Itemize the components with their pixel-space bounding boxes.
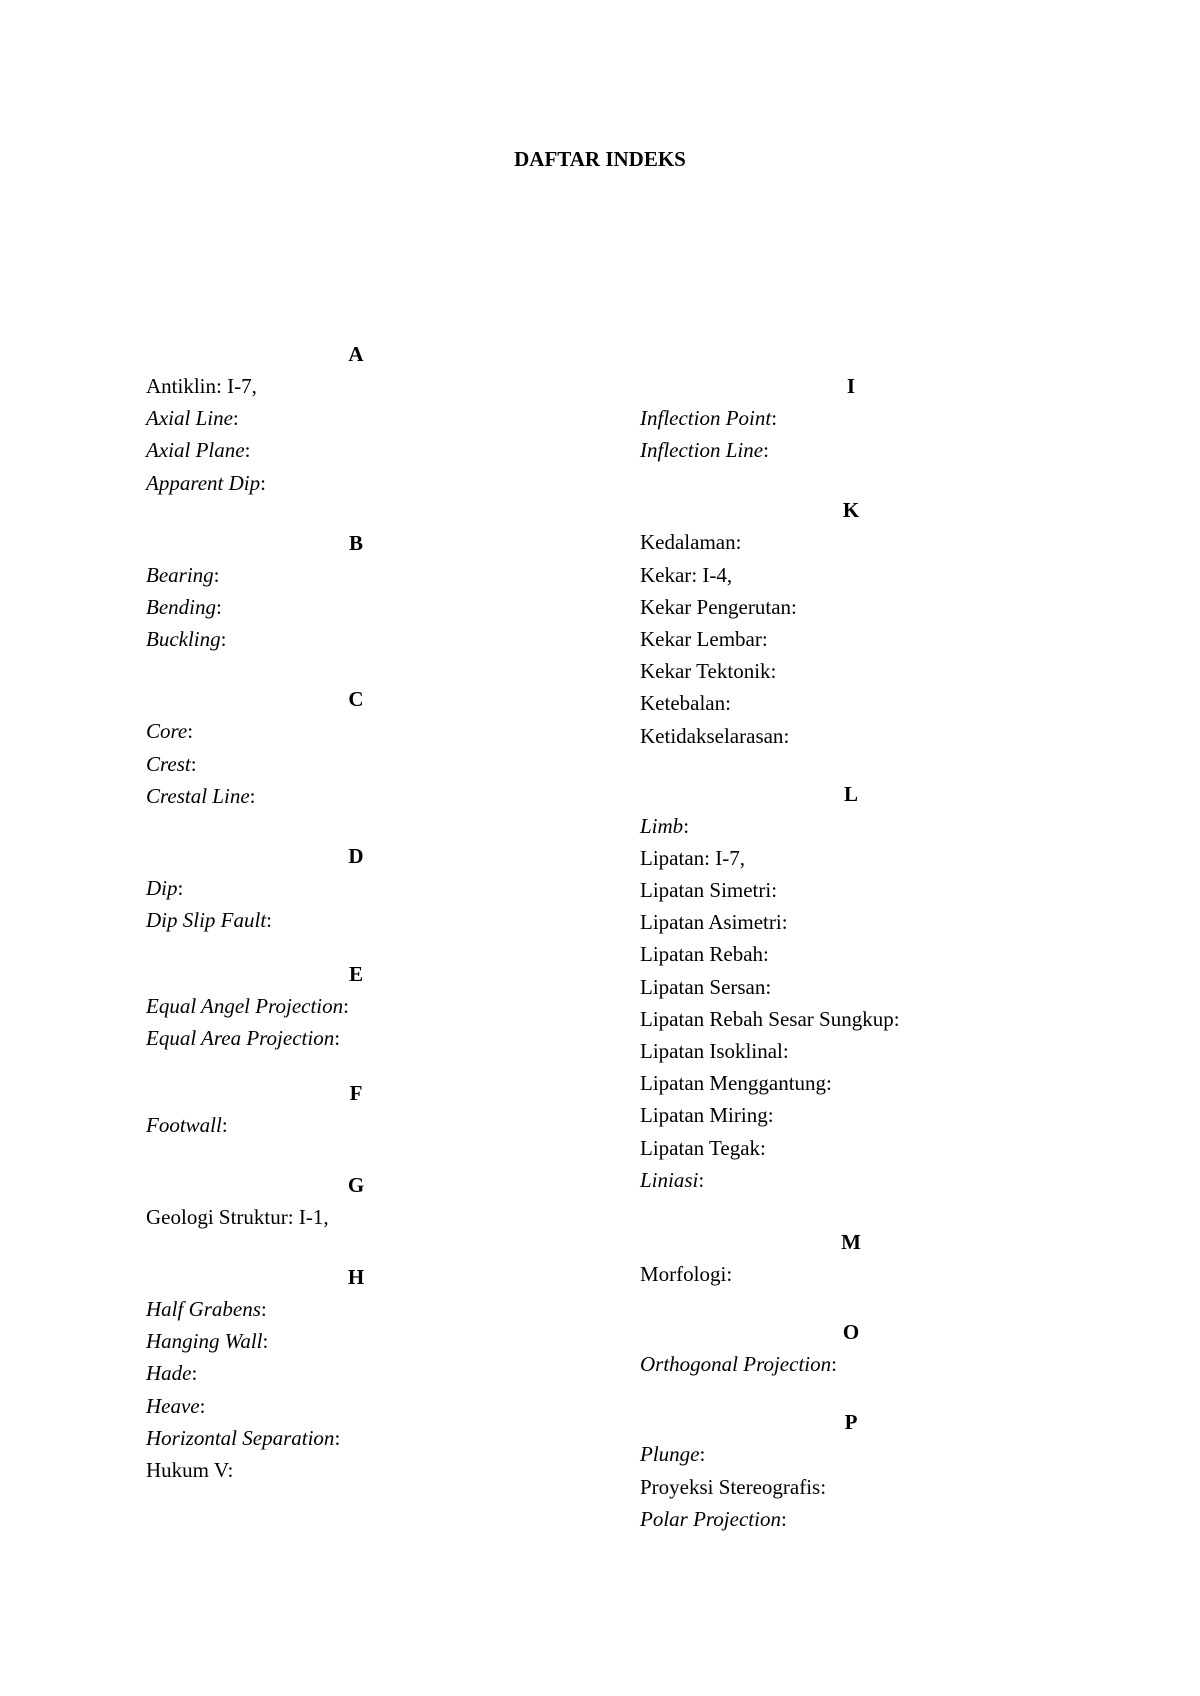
index-term: Lipatan Rebah Sesar Sungkup	[640, 1006, 894, 1031]
index-entry	[146, 467, 566, 499]
index-term: Lipatan Simetri	[640, 878, 772, 903]
index-entry	[640, 526, 1140, 558]
index-term: Hukum V	[146, 1457, 228, 1482]
index-entry	[146, 1293, 566, 1325]
index-page-ref: :	[220, 627, 227, 652]
index-entry	[640, 810, 1140, 842]
index-entry	[146, 434, 566, 466]
index-page-ref: :	[190, 751, 197, 776]
index-term: Kekar Tektonik	[640, 659, 771, 684]
index-page-ref: :	[771, 878, 778, 903]
index-page-ref: : I-4,	[691, 562, 733, 587]
index-entry	[640, 938, 1140, 970]
index-page-ref: :	[820, 1474, 827, 1499]
section-letter: I	[846, 374, 856, 398]
index-page-ref: :	[771, 406, 778, 430]
index-section-p	[640, 1406, 1140, 1535]
index-section-m	[640, 1226, 1140, 1290]
section-letter: P	[844, 1410, 858, 1435]
index-page-ref: :	[266, 908, 273, 933]
index-page-ref: :	[683, 813, 690, 838]
index-page-ref: :	[262, 1329, 269, 1354]
section-letter: L	[843, 781, 858, 806]
index-term: Crest	[146, 751, 191, 776]
index-page-ref: :	[199, 1393, 206, 1418]
index-page-ref: :	[213, 562, 220, 587]
index-section-e	[146, 958, 566, 1054]
index-entry	[640, 842, 1140, 874]
index-column-right	[640, 370, 1140, 1535]
index-page-ref: :	[221, 1112, 228, 1137]
index-section-b	[146, 527, 566, 656]
index-page-ref: :	[725, 691, 731, 716]
index-entry	[640, 1258, 1140, 1290]
index-entry	[146, 715, 566, 747]
index-entry	[640, 402, 1140, 434]
index-term: Axial Line	[146, 406, 233, 431]
index-page-ref: :	[260, 470, 266, 495]
index-term: Lipatan Asimetri	[640, 910, 782, 935]
index-page-ref: :	[782, 1039, 789, 1063]
index-term: Hade	[146, 1361, 192, 1386]
index-entry	[146, 370, 566, 402]
index-page-ref: :	[760, 1135, 766, 1160]
index-term: Geologi Struktur	[146, 1204, 288, 1229]
index-term: Equal Angel Projection	[146, 994, 344, 1019]
index-entry	[640, 906, 1140, 938]
index-page-ref: :	[227, 1457, 234, 1482]
index-entry	[146, 402, 566, 434]
index-entry	[640, 591, 1140, 623]
index-entry	[640, 971, 1140, 1003]
index-page-ref: : I-1,	[287, 1204, 329, 1229]
index-term: Antiklin	[146, 374, 217, 398]
index-entry	[640, 1164, 1140, 1196]
index-term: Ketidakselarasan	[640, 723, 784, 748]
index-entry	[146, 872, 566, 904]
index-term: Buckling	[146, 627, 221, 652]
index-term: Lipatan Tegak	[640, 1135, 761, 1160]
index-term: Dip Slip Fault	[146, 908, 267, 933]
index-term: Apparent Dip	[146, 470, 261, 495]
index-term: Lipatan Rebah	[640, 942, 764, 967]
index-term: Kekar	[640, 562, 692, 587]
index-page-ref: :	[191, 1361, 198, 1386]
section-letter: K	[842, 498, 860, 523]
index-term: Polar Projection	[640, 1506, 781, 1531]
index-term: Axial Plane	[146, 438, 245, 463]
index-entry	[146, 1022, 566, 1054]
index-page-ref: :	[765, 974, 772, 999]
section-letter: G	[347, 1172, 365, 1197]
index-term: Ketebalan	[640, 691, 726, 716]
index-page-ref: :	[767, 1103, 774, 1128]
index-entry	[640, 1003, 1140, 1035]
index-page-ref: :	[826, 1071, 832, 1096]
index-term: Kekar Pengerutan	[640, 594, 792, 619]
index-term: Inflection Line	[640, 438, 764, 463]
index-term: Bearing	[146, 562, 214, 587]
index-section-a	[146, 338, 566, 499]
index-entry	[640, 1067, 1140, 1099]
index-entry	[146, 1454, 566, 1486]
index-term: Plunge	[640, 1442, 700, 1467]
index-entry	[640, 655, 1140, 687]
index-entry	[146, 904, 566, 936]
index-term: Kedalaman	[640, 530, 736, 555]
index-entry	[640, 687, 1140, 719]
index-term: Bending	[146, 594, 216, 619]
index-page-ref: :	[249, 783, 256, 808]
index-entry	[146, 780, 566, 812]
index-entry	[146, 1201, 566, 1233]
index-entry	[640, 1348, 1140, 1380]
index-section-i	[640, 370, 1140, 466]
index-page-ref: :	[780, 1506, 787, 1531]
index-entry	[640, 1035, 1140, 1067]
index-term: Lipatan	[640, 845, 705, 870]
index-page-ref: :	[763, 438, 769, 463]
index-page-ref: : I-7,	[704, 845, 745, 870]
index-term: Lipatan Miring	[640, 1103, 768, 1128]
page-title: DAFTAR INDEKS	[514, 147, 686, 171]
index-term: Horizontal Separation	[146, 1425, 335, 1450]
section-letter: D	[348, 843, 364, 868]
index-entry	[640, 434, 1140, 466]
index-entry	[146, 591, 566, 623]
index-entry	[640, 1099, 1140, 1131]
index-page-ref: :	[831, 1352, 837, 1377]
index-page-ref: :	[763, 942, 769, 967]
index-entry	[146, 559, 566, 591]
index-term: Proyeksi Stereografis	[640, 1474, 821, 1499]
index-page-ref: :	[232, 406, 239, 431]
index-section-c	[146, 683, 566, 812]
index-entry	[146, 1357, 566, 1389]
section-letter: F	[349, 1080, 363, 1105]
index-term: Core	[146, 719, 188, 744]
index-page-ref: :	[699, 1442, 706, 1467]
index-page-ref: :	[187, 719, 194, 744]
index-page-ref: :	[177, 875, 184, 900]
index-entry	[146, 623, 566, 655]
index-page-ref: :	[783, 723, 790, 748]
index-entry	[640, 1471, 1140, 1503]
index-term: Hanging Wall	[146, 1329, 263, 1354]
index-entry	[640, 874, 1140, 906]
index-term: Dip	[146, 875, 178, 900]
section-letter: H	[347, 1265, 365, 1289]
section-letter: O	[842, 1320, 860, 1345]
index-page-ref: :	[791, 594, 797, 619]
index-term: Half Grabens	[146, 1297, 261, 1321]
index-term: Footwall	[146, 1112, 222, 1137]
index-page-ref: :	[726, 1261, 733, 1286]
index-term: Inflection Point	[640, 406, 772, 430]
index-entry	[146, 1325, 566, 1357]
index-page-ref: :	[334, 1026, 341, 1051]
index-section-g	[146, 1169, 566, 1233]
index-column-left	[146, 338, 566, 1486]
index-section-k	[640, 494, 1140, 751]
index-term: Heave	[146, 1393, 200, 1418]
index-entry	[146, 990, 566, 1022]
index-entry	[146, 748, 566, 780]
index-term: Equal Area Projection	[146, 1026, 335, 1051]
index-entry	[640, 623, 1140, 655]
index-page-ref: :	[770, 659, 777, 684]
section-letter: A	[348, 342, 364, 366]
section-letter: B	[348, 530, 363, 555]
index-page-ref: :	[260, 1297, 267, 1321]
index-entry	[640, 720, 1140, 752]
index-page-ref: :	[735, 530, 742, 555]
index-page-ref: : I-7,	[216, 374, 257, 398]
index-term: Lipatan Menggantung	[640, 1071, 827, 1096]
section-letter: C	[348, 687, 364, 712]
index-page-ref: :	[343, 994, 349, 1019]
index-page-ref: :	[334, 1425, 341, 1450]
index-page-ref: :	[761, 626, 768, 651]
index-entry	[640, 1132, 1140, 1164]
index-entry	[146, 1390, 566, 1422]
index-entry	[146, 1109, 566, 1141]
index-term: Lipatan Sersan	[640, 974, 766, 999]
section-letter: E	[348, 962, 363, 987]
index-term: Limb	[640, 813, 684, 838]
index-term: Liniasi	[640, 1167, 699, 1192]
index-term: Kekar Lembar	[640, 626, 762, 651]
index-term: Orthogonal Projection	[640, 1352, 832, 1377]
index-term: Morfologi	[640, 1261, 727, 1286]
index-page-ref: :	[215, 594, 222, 619]
index-section-l	[640, 778, 1140, 1196]
index-term: Lipatan Isoklinal	[640, 1039, 783, 1063]
index-section-f	[146, 1077, 566, 1141]
index-page-ref: :	[893, 1006, 900, 1031]
index-term: Crestal Line	[146, 783, 250, 808]
index-section-o	[640, 1316, 1140, 1380]
section-letter: M	[841, 1229, 861, 1254]
index-section-d	[146, 840, 566, 936]
index-page-ref: :	[781, 910, 788, 935]
index-entry	[640, 1503, 1140, 1535]
index-entry	[640, 559, 1140, 591]
index-section-h	[146, 1261, 566, 1486]
index-entry	[640, 1438, 1140, 1470]
index-entry	[146, 1422, 566, 1454]
index-page-ref: :	[698, 1167, 705, 1192]
index-page-ref: :	[244, 438, 251, 463]
